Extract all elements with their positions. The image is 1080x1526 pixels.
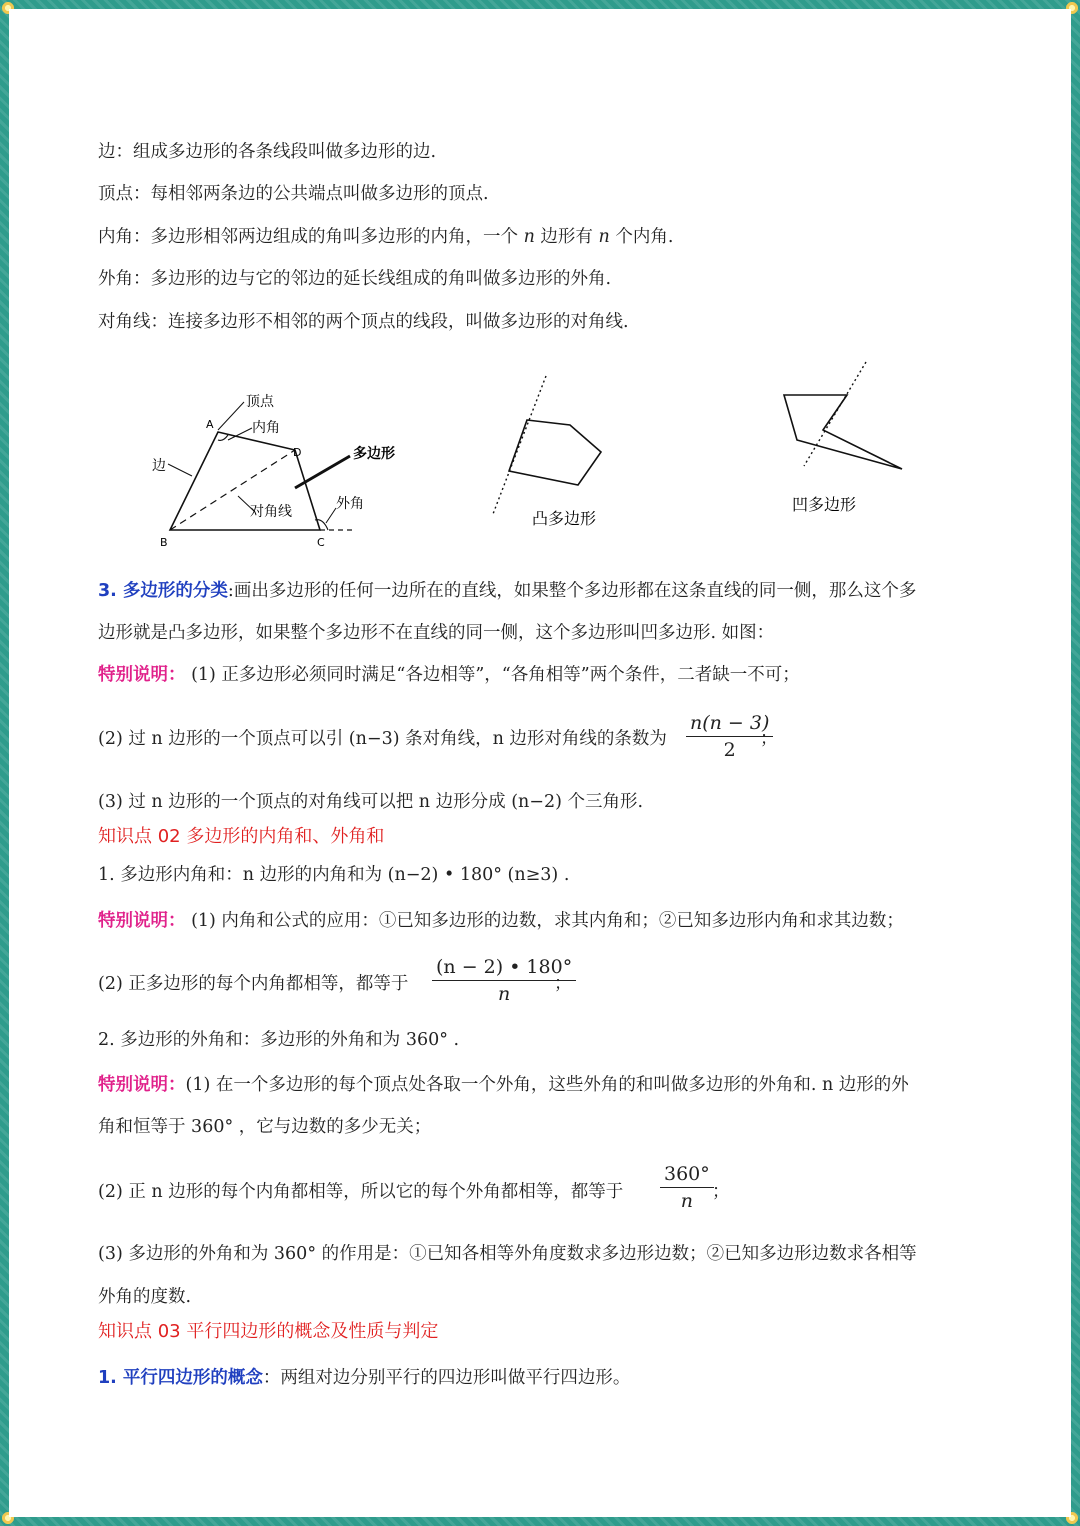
kp02-note-3-line-2: 角和恒等于 360° ，它与边数的多少无关； (98, 1117, 432, 1137)
diagonal-count-fraction: n(n − 3) 2 (686, 712, 773, 761)
classification-line-2: 边形就是凸多边形，如果整个多边形不在直线的同一侧，这个多边形叫凹多边形. 如图： (98, 623, 775, 643)
kp02-item-2: 2. 多边形的外角和：多边形的外角和为 360° . (98, 1030, 460, 1050)
exterior-angle-fraction: 360° n (660, 1163, 714, 1212)
kp02-note-4-end: ； (712, 1182, 730, 1202)
kp03-item-1: 1. 平行四边形的概念：两组对边分别平行的四边形叫做平行四边形。 (98, 1368, 631, 1388)
knowledge-point-03-title: 知识点 03 平行四边形的概念及性质与判定 (98, 1321, 439, 1342)
definition-interior-angle: 内角：多边形相邻两边组成的角叫多边形的内角，一个 n 边形有 n 个内角. (98, 227, 674, 247)
label-polygon: 多边形 (353, 446, 395, 462)
interior-angle-fraction: (n − 2) • 180° n (432, 956, 576, 1005)
label-diagonal: 对角线 (250, 504, 292, 520)
label-point-a: A (206, 418, 214, 431)
kp02-note-2-end: ； (554, 974, 572, 994)
kp02-note-4: (2) 正 n 边形的每个内角都相等，所以它的每个外角都相等，都等于 (98, 1182, 624, 1202)
label-point-b: B (160, 536, 168, 549)
note-1-item-2-end: ； (760, 729, 778, 749)
kp02-note-5-line-1: (3) 多边形的外角和为 360° 的作用是：①已知各相等外角度数求多边形边数；②已知多边形边数求各相等 (98, 1244, 917, 1264)
caption-convex: 凸多边形 (532, 509, 597, 528)
definition-exterior-angle: 外角：多边形的边与它的邻边的延长线组成的角叫做多边形的外角. (98, 269, 612, 289)
definition-vertex: 顶点：每相邻两条边的公共端点叫做多边形的顶点. (98, 184, 489, 204)
label-side: 边 (152, 458, 166, 474)
caption-concave: 凹多边形 (792, 495, 857, 514)
label-point-c: C (317, 536, 325, 549)
classification-line-1: 3. 多边形的分类:画出多边形的任何一边所在的直线，如果整个多边形都在这条直线的同一侧，那么这个多 (98, 581, 917, 601)
kp02-item-1: 1. 多边形内角和：n 边形的内角和为 (n−2) • 180° (n≥3) . (98, 865, 570, 885)
label-vertex: 顶点 (246, 394, 274, 410)
note-1-item-3: (3) 过 n 边形的一个顶点的对角线可以把 n 边形分成 (n−2) 个三角形. (98, 792, 644, 812)
polygon-parts-figure (140, 380, 420, 555)
note-1-item-2: (2) 过 n 边形的一个顶点可以引 (n−3) 条对角线，n 边形对角线的条数为 (98, 729, 667, 749)
kp02-note-3-line-1: 特别说明：(1) 在一个多边形的每个顶点处各取一个外角，这些外角的和叫做多边形的外角和. n 边形的外 (98, 1075, 909, 1095)
definition-diagonal: 对角线：连接多边形不相邻的两个顶点的线段，叫做多边形的对角线. (98, 312, 629, 332)
kp02-note-2: (2) 正多边形的每个内角都相等，都等于 (98, 974, 409, 994)
concave-polygon-figure (770, 358, 920, 518)
label-interior-angle: 内角 (252, 420, 280, 436)
label-exterior-angle: 外角 (336, 496, 364, 512)
kp02-note-5-line-2: 外角的度数. (98, 1287, 192, 1307)
knowledge-point-02-title: 知识点 02 多边形的内角和、外角和 (98, 826, 385, 847)
convex-polygon-figure (480, 370, 630, 535)
label-point-d: D (293, 446, 302, 459)
note-1-item-1: 特别说明： (1) 正多边形必须同时满足“各边相等”，“各角相等”两个条件，二者缺一不可； (98, 665, 800, 685)
kp02-note-1: 特别说明： (1) 内角和公式的应用：①已知多边形的边数，求其内角和；②已知多边形内角和求其边数； (98, 911, 904, 931)
definition-side: 边：组成多边形的各条线段叫做多边形的边. (98, 142, 437, 162)
